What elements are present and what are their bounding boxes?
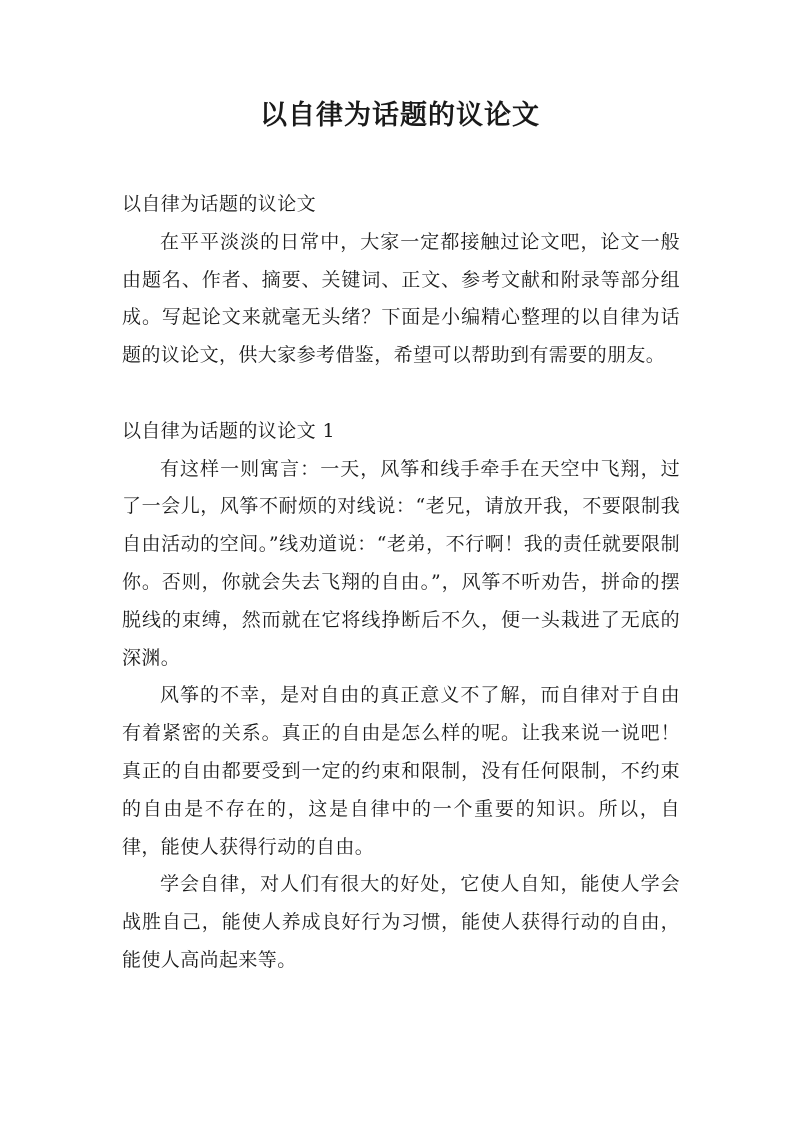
section-1-paragraph-3: 学会自律，对人们有很大的好处，它使人自知，能使人学会战胜自己，能使人养成良好行为习惯，能使人获得行动的自由，能使人高尚起来等。 — [122, 873, 680, 971]
intro-heading: 以自律为话题的议论文 — [122, 193, 317, 215]
section-1-paragraph-1: 有这样一则寓言：一天，风筝和线手牵手在天空中飞翔，过了一会儿，风筝不耐烦的对线说：“老兄，请放开我，不要限制我自由活动的空间。”线劝道说：“老弟，不行啊！我的责任就要限制你。否则，你就会失去飞翔的自由。”，风筝不听劝告，拼命的摆脱线的束缚，然而就在它将线挣断后不久，便一头栽进了无底的深渊。 — [122, 457, 680, 669]
section-spacer — [122, 375, 680, 413]
section-1-heading: 以自律为话题的议论文 1 — [122, 419, 335, 442]
section-1-paragraph-2: 风筝的不幸，是对自由的真正意义不了解，而自律对于自由有着紧密的关系。真正的自由是怎么样的呢。让我来说一说吧！真正的自由都要受到一定的约束和限制，没有任何限制，不约束的自由是不存在的，这是自律中的一个重要的知识。所以，自律，能使人获得行动的自由。 — [122, 684, 680, 858]
intro-paragraph: 在平平淡淡的日常中，大家一定都接触过论文吧，论文一般由题名、作者、摘要、关键词、正文、参考文献和附录等部分组成。写起论文来就毫无头绪？下面是小编精心整理的以自律为话题的议论文，供大家参考借鉴，希望可以帮助到有需要的朋友。 — [122, 230, 680, 367]
document-title: 以自律为话题的议论文 — [260, 100, 540, 131]
document-body — [122, 186, 680, 980]
